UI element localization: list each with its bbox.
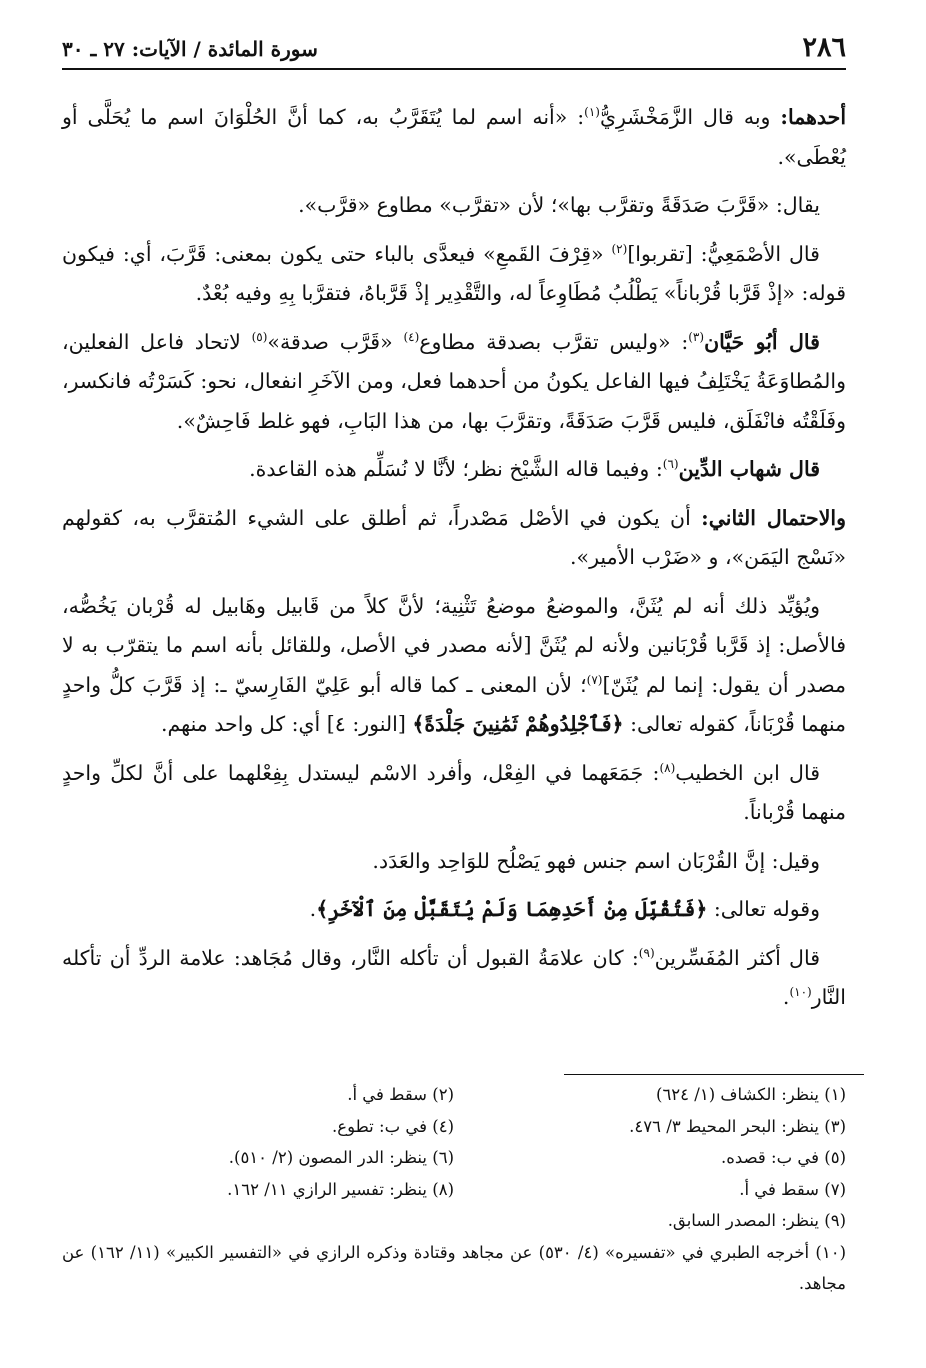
paragraph-text: : جَمَعَهما في الفِعْل، وأفرد الاسْم ليستدل بِفِعْلهما على أنَّ لكلِّ واحدٍ منهما قُرْباناً. — [62, 760, 846, 824]
paragraph-text: لاتحاد فاعل الفعلين، والمُطاوَعَةُ يَخْتَلِفُ فيها الفاعل يكونُ من أحدهما فعل، ومن الآخَرِ انفعال، نحو: كَسَرْتُه فانكسر، وفَلَقْتُه فانْفَلَق، فليس قَرَّبَ صَدَقَةً، وتقرَّبَ بها، من هذا البَابِ، فهو غلط فَاحِشٌ». — [62, 329, 846, 433]
footnote-ref: (٤) — [403, 329, 420, 344]
paragraph-lead: والاحتمال الثاني: — [701, 505, 846, 530]
paragraph-text: : وفيما قاله الشَّيْخ نظر؛ لأنَّا لا نُسَلِّم هذه القاعدة. — [249, 457, 663, 481]
paragraph-text: وقيل: إنَّ القُرْبَان اسم جنس فهو يَصْلُح للوَاحِد والعَدَد. — [372, 848, 820, 873]
paragraph-4 — [62, 323, 846, 442]
paragraph-1 — [62, 98, 846, 177]
paragraph-text: «قِرْفَ القَمعِ» فيعدَّى بالباء حتى يكون بمعنى: قَرَّبَ، أي: فيكون قوله: «إذْ قَرَّبا قُرْباناً» يَطْلُبُ مُطَاوِعاً له، والتَّقْدِير إذْ قَرَّباهُ، فتقرَّبا بِهِ وفيه بُعْدٌ. — [62, 241, 846, 305]
quran-verse: ﴿فَٱجْلِدُوهُمْ ثَمَٰنِينَ جَلْدَةً﴾ — [412, 712, 624, 736]
footnote-5: (٥) في ب: قصده. — [721, 1148, 846, 1167]
quran-verse: ﴿فَتُقُبِّلَ مِنْ أَحَدِهِمَا وَلَمْ يُتَقَبَّلْ مِنَ ٱلْآخَرِ﴾ — [316, 897, 708, 921]
footnotes — [62, 1079, 846, 1300]
paragraph-text: وقوله تعالى: — [707, 897, 820, 921]
footnote-row — [62, 1079, 846, 1111]
paragraph-6 — [62, 499, 846, 578]
footnote-9: (٩) ينظر: المصدر السابق. — [667, 1211, 846, 1230]
page-number: ٢٨٦ — [802, 32, 846, 63]
footnote-ref: (٨) — [659, 760, 676, 775]
paragraph-text: يقال: «قَرَّبَ صَدَقَةً وتقرَّب بها»؛ لأن «تقرَّب» مطاوع «قرَّب». — [298, 193, 820, 217]
header-rule — [62, 68, 846, 70]
paragraph-10 — [62, 890, 846, 930]
footnote-1: (١) ينظر: الكشاف (١/ ٦٢٤) — [656, 1085, 846, 1104]
footnote-2: (٢) سقط في أ. — [347, 1085, 454, 1104]
paragraph-lead: قال أبُو حَيَّان — [704, 329, 820, 354]
main-text — [62, 98, 846, 1027]
paragraph-text: ؛ لأن المعنى ـ كما قاله أبو عَلِيّ الفَارِسيّ ـ: إذ قَرَّبَ كلُّ واحدٍ منهما قُرْبَاناً، كقوله تعالى: — [62, 672, 846, 736]
paragraph-text: «قَرَّب صدقة» — [267, 329, 404, 354]
paragraph-text: ويُؤيِّد ذلك أنه لم يُثَنَّ، والموضعُ موضعُ تَثْنِية؛ لأنَّ كلاً من قَابيل وهَابيل له قُرْبان يَخُصُّه، فالأصل: إذ قَرَّبا قُرْبَانين ولأنه لم يُثَنَّ [لأنه مصدر في الأصل، وللقائل بأنه اسم ما يتقرّب به لا مصدر أن يقول: إنما لم يُثَنّ] — [62, 593, 846, 697]
paragraph-3 — [62, 235, 846, 314]
footnote-row — [62, 1142, 846, 1174]
footnote-7: (٧) سقط في أ. — [739, 1179, 846, 1199]
footnote-ref: (٥) — [251, 329, 268, 344]
paragraph-text: قال الأصْمَعِيُّ: [تقربوا] — [627, 241, 820, 266]
footnote-6: (٦) ينظر: الدر المصون (٢/ ٥١٠). — [228, 1148, 454, 1167]
paragraph-text: : «وليس تقرَّب بصدقة مطاوع — [419, 329, 689, 354]
footnote-rule — [564, 1074, 864, 1075]
paragraph-text: قال أكثر المُفَسِّرين — [654, 945, 820, 970]
footnote-4: (٤) في ب: تطوع. — [332, 1116, 454, 1136]
footnote-ref: (٦) — [662, 457, 679, 472]
footnote-ref: (٣) — [688, 329, 705, 344]
paragraph-5 — [62, 450, 846, 490]
running-title: سورة المائدة / الآيات: ٢٧ ـ ٣٠ — [62, 37, 318, 61]
footnote-10: (١٠) أخرجه الطبري في «تفسيره» (٤/ ٥٣٠) عن مجاهد وقتادة وذكره الرازي في «التفسير الكبير» (١١/ ١٦٢) عن مجاهد. — [62, 1242, 846, 1293]
paragraph-text: قال ابن الخطيب — [675, 760, 821, 785]
paragraph-lead: أحدهما: — [780, 105, 847, 129]
paragraph-text: وبه قال الزَّمَخْشَرِيُّ — [599, 105, 781, 129]
footnote-ref: (٢) — [611, 241, 628, 256]
page-header — [62, 30, 846, 70]
paragraph-text: : كان علامَةُ القبول أن تأكله النَّار، وقال مُجَاهد: علامة الردِّ أن تأكله النَّار — [62, 945, 846, 1009]
paragraph-text: أن يكون في الأصْل مَصْدراً، ثم أطلق على الشيء المُتقرَّب به، كقولهم «نَسْج اليَمَن»، و «ضَرْب الأمير». — [62, 505, 846, 569]
paragraph-text: . — [309, 897, 317, 921]
paragraph-11 — [62, 939, 846, 1018]
paragraph-8 — [62, 754, 846, 833]
paragraph-lead: قال شهاب الدِّين — [678, 457, 820, 481]
paragraph-text: : «أنه اسم لما يُتَقَرَّبُ به، كما أنَّ الحُلْوَانَ اسم ما يُحَلَّى أو يُعْطَى». — [62, 105, 846, 169]
paragraph-text: . — [782, 985, 790, 1009]
paragraph-7 — [62, 587, 846, 745]
footnote-3: (٣) ينظر: البحر المحيط ٣/ ٤٧٦. — [629, 1116, 846, 1136]
footnote-ref: (٧) — [586, 672, 603, 687]
paragraph-text: [النور: ٤] أي: كل واحد منهم. — [160, 712, 413, 736]
footnote-8: (٨) ينظر: تفسير الرازي ١١/ ١٦٢. — [227, 1179, 454, 1199]
footnote-ref: (١٠) — [789, 985, 812, 1000]
footnote-ref: (٩) — [638, 945, 655, 960]
paragraph-2 — [62, 186, 846, 226]
footnote-row — [62, 1174, 846, 1206]
footnote-ref: (١) — [584, 105, 600, 120]
footnote-row — [62, 1111, 846, 1143]
paragraph-9 — [62, 842, 846, 882]
